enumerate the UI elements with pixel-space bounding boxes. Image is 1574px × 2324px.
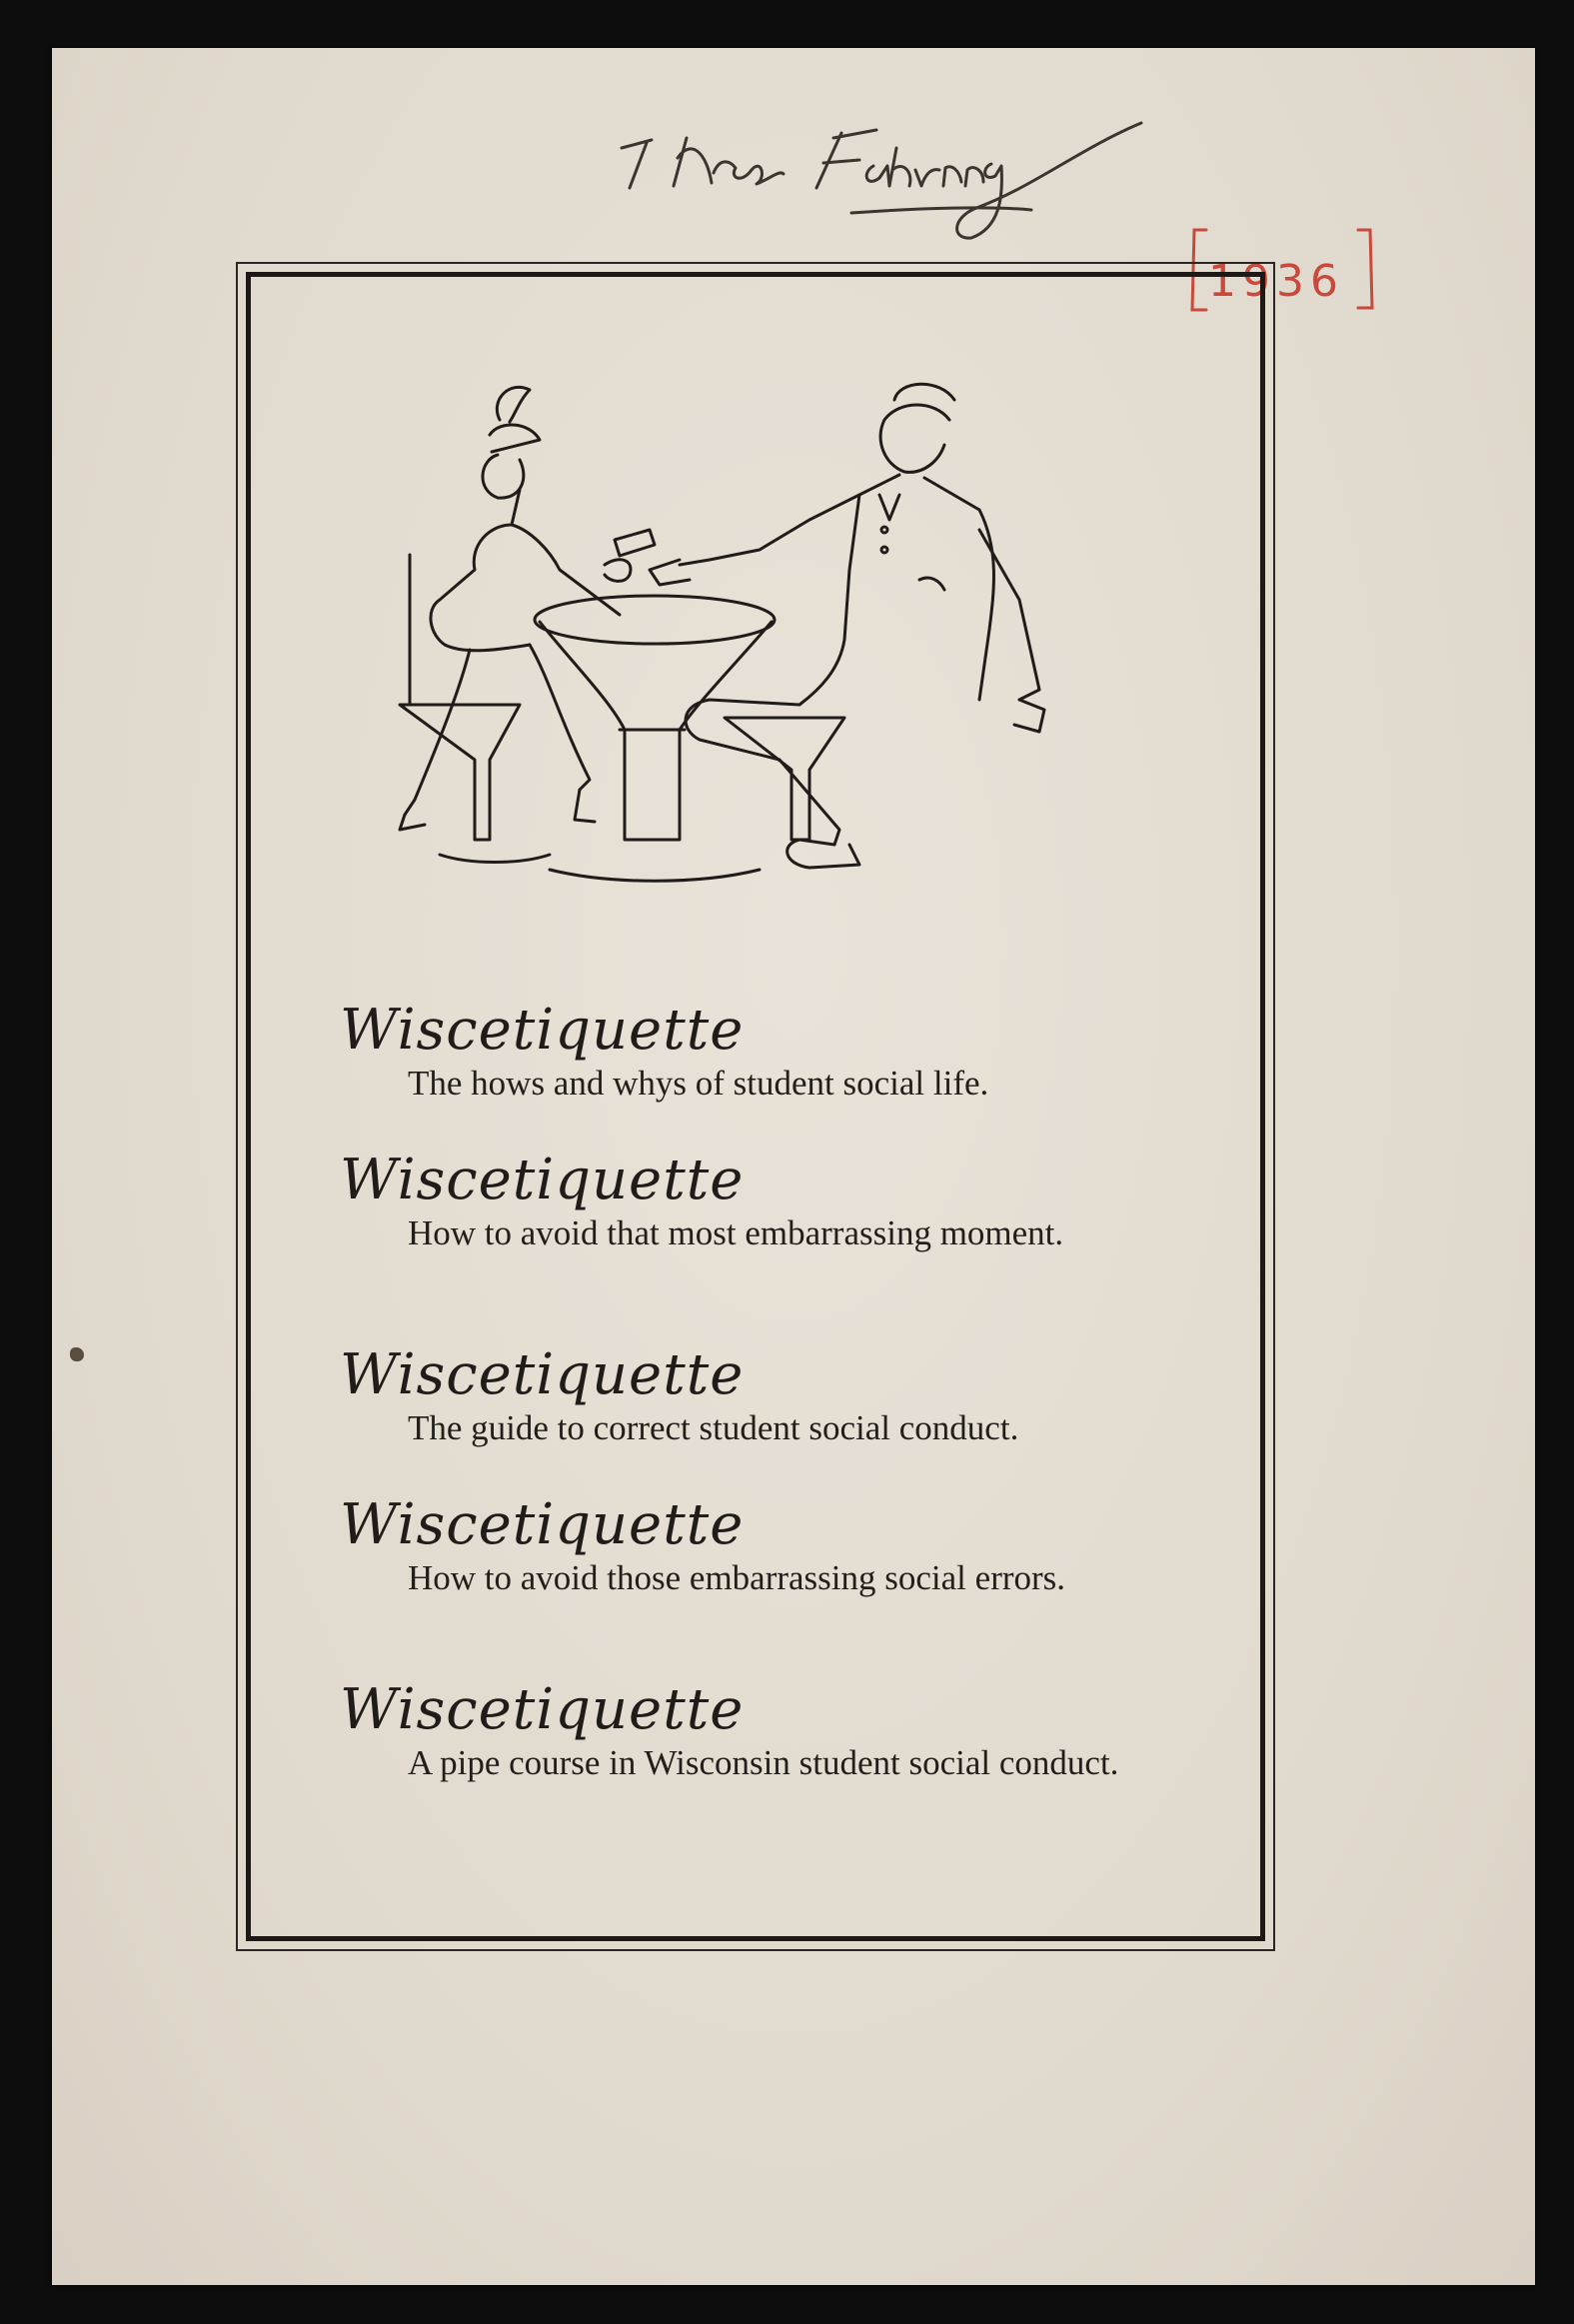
- entry-description: The hows and whys of student social life.: [408, 1064, 989, 1103]
- entry-item: [340, 1679, 1127, 1785]
- entry-description: How to avoid that most embarrassing moment.: [408, 1213, 1064, 1252]
- entry-item: [340, 1344, 1127, 1450]
- svg-text:1936: 1936: [1208, 256, 1344, 307]
- entry-description: How to avoid those embarrassing social errors.: [408, 1558, 1066, 1597]
- entry-description: The guide to correct student social conduct.: [408, 1408, 1019, 1447]
- entry-description: A pipe course in Wisconsin student social conduct.: [408, 1743, 1119, 1782]
- entry-item: [340, 1150, 1127, 1255]
- entry-title: Wiscetiquette: [340, 1342, 745, 1407]
- entry-title: Wiscetiquette: [340, 1677, 745, 1742]
- entry-title: Wiscetiquette: [340, 1148, 745, 1212]
- entry-item: [340, 1494, 1127, 1600]
- couple-at-table-illustration: [380, 360, 1179, 930]
- entry-item: [340, 1000, 1127, 1106]
- paper-stain: [70, 1347, 84, 1361]
- entry-title: Wiscetiquette: [340, 1492, 745, 1557]
- entry-title: Wiscetiquette: [340, 998, 745, 1063]
